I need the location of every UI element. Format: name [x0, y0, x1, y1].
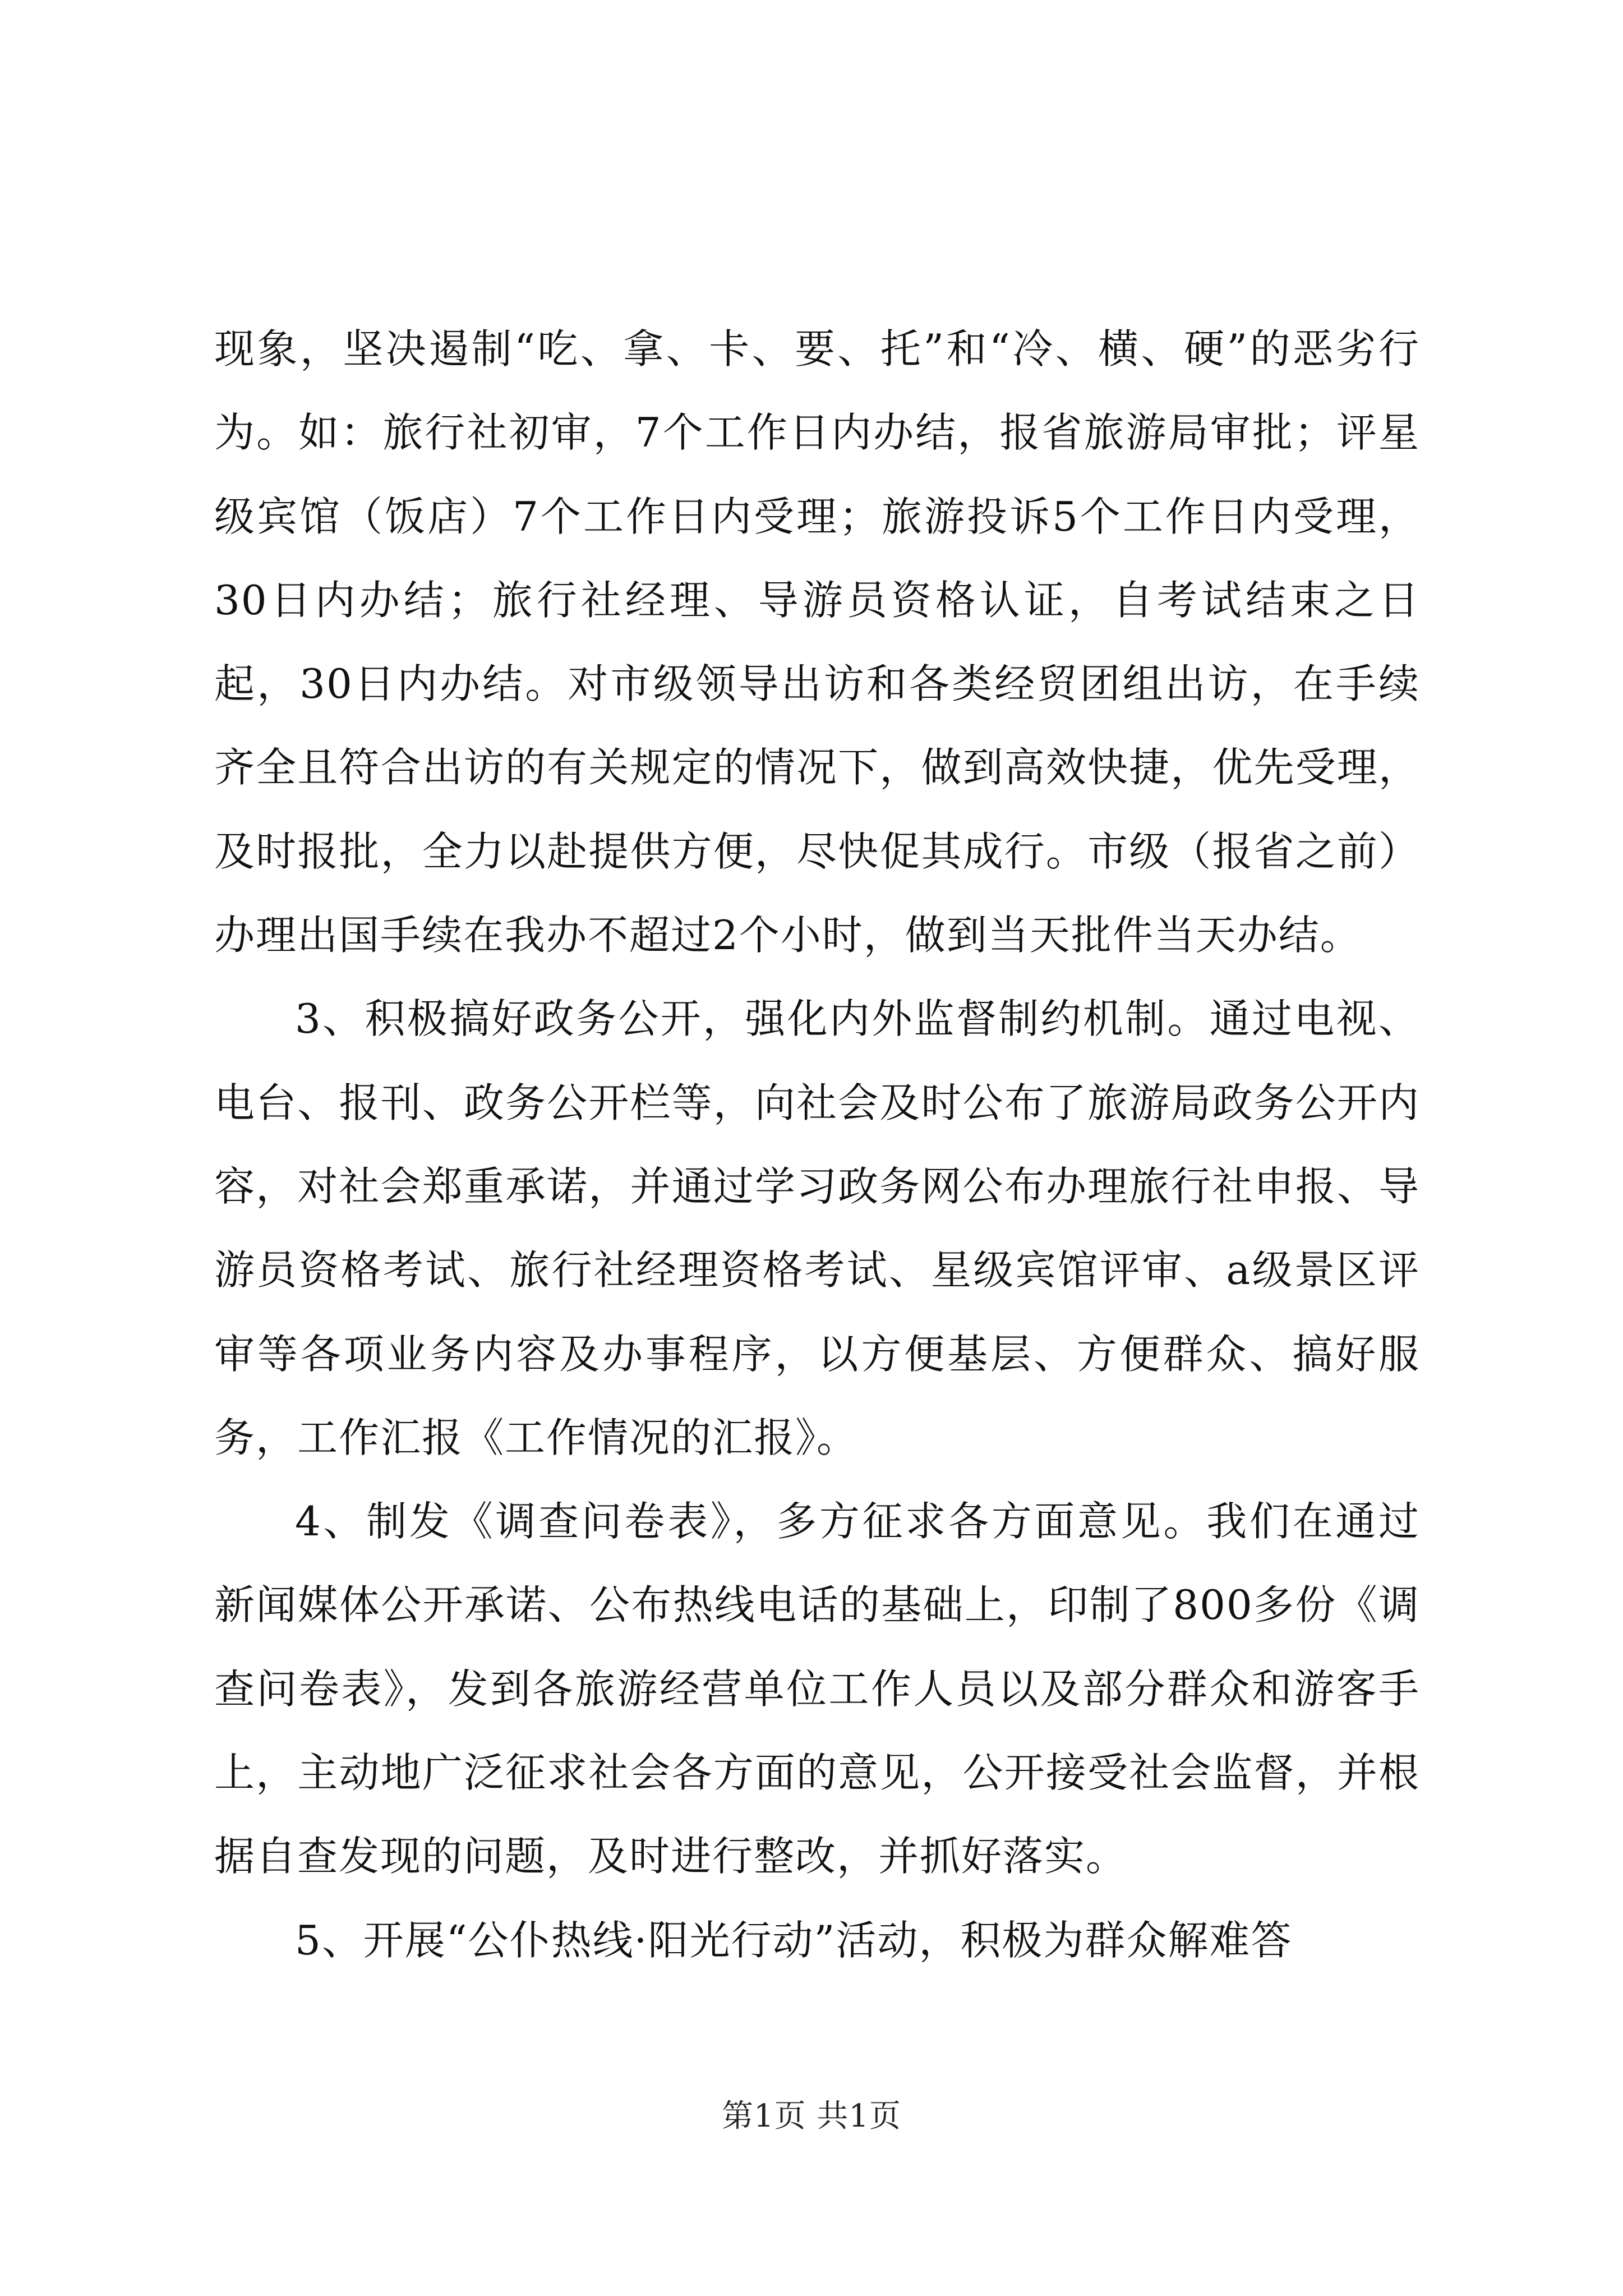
document-body: [214, 307, 1420, 1982]
paragraph-continuation: 现象，坚决遏制“吃、拿、卡、要、托”和“冷、横、硬”的恶劣行为。如：旅行社初审，7个工作日内办结，报省旅游局审批；评星级宾馆（饭店）7个工作日内受理；旅游投诉5个工作日内受理，30日内办结；旅行社经理、导游员资格认证，自考试结束之日起，30日内办结。对市级领导出访和各类经贸团组出访，在手续齐全且符合出访的有关规定的情况下，做到高效快捷，优先受理，及时报批，全力以赴提供方便，尽快促其成行。市级（报省之前）办理出国手续在我办不超过2个小时，做到当天批件当天办结。: [214, 325, 1420, 959]
paragraph-item-3: 3、积极搞好政务公开，强化内外监督制约机制。通过电视、电台、报刊、政务公开栏等，向社会及时公布了旅游局政务公开内容，对社会郑重承诺，并通过学习政务网公布办理旅行社申报、导游员资格考试、旅行社经理资格考试、星级宾馆评审、a级景区评审等各项业务内容及办事程序，以方便基层、方便群众、搞好服务，工作汇报《工作情况的汇报》。: [214, 995, 1420, 1461]
paragraph-item-4: 4、制发《调查问卷表》，多方征求各方面意见。我们在通过新闻媒体公开承诺、公布热线电话的基础上，印制了800多份《调查问卷表》，发到各旅游经营单位工作人员以及部分群众和游客手上，主动地广泛征求社会各方面的意见，公开接受社会监督，并根据自查发现的问题，及时进行整改，并抓好落实。: [214, 1498, 1420, 1880]
paragraph-item-5: 5、开展“公仆热线·阳光行动”活动，积极为群众解难答: [295, 1916, 1293, 1964]
page-number-footer: 第1页 共1页: [721, 2098, 902, 2134]
